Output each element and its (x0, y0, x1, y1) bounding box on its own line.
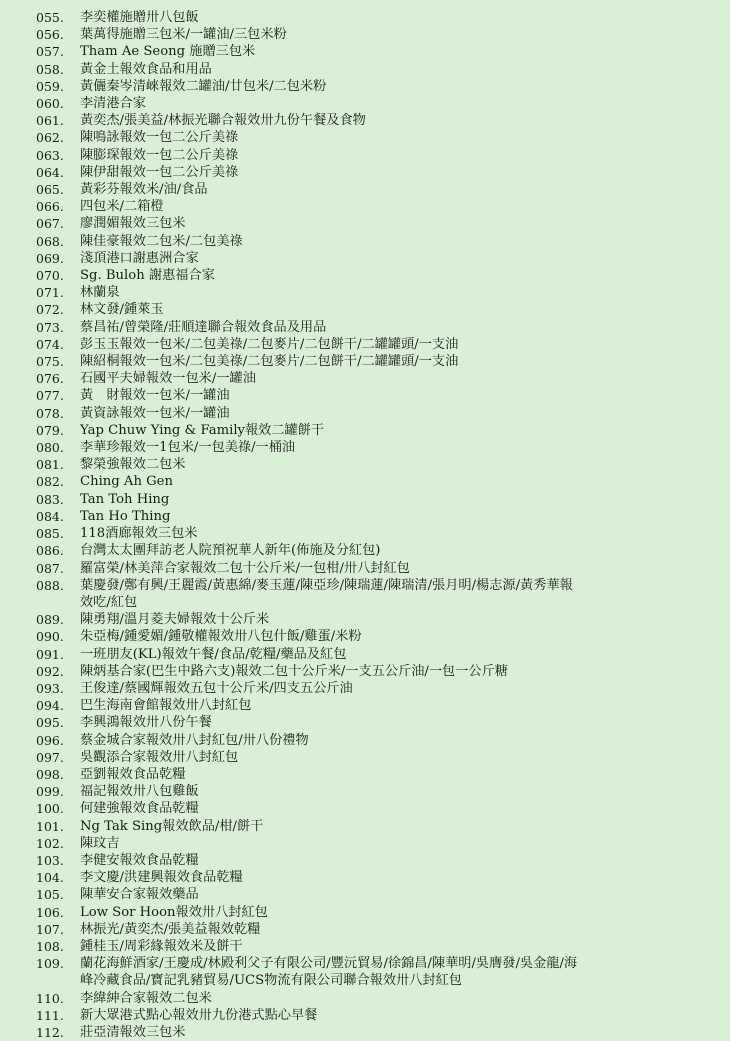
entry-text: 廖潤媚報效三包米 (80, 216, 186, 232)
entry-number: 098. (36, 766, 64, 782)
list-item (0, 405, 730, 422)
list-item (0, 680, 730, 697)
entry-number: 073. (36, 319, 64, 335)
list-item (0, 525, 730, 542)
entry-number: 087. (36, 560, 64, 576)
entry-number: 056. (36, 27, 64, 43)
entry-number: 070. (36, 268, 64, 284)
list-item (0, 26, 730, 43)
entry-number: 076. (36, 371, 64, 387)
entry-number: 074. (36, 336, 64, 352)
list-item (0, 336, 730, 353)
entry-number: 097. (36, 749, 64, 765)
entry-text: 黃資詠報效一包米/一罐油 (80, 405, 230, 421)
entry-number: 060. (36, 96, 64, 112)
list-item (0, 508, 730, 525)
entry-text: 李緯紳合家報效二包米 (80, 990, 212, 1006)
list-item (0, 749, 730, 766)
list-item (0, 800, 730, 817)
entry-text: 陳紹桐報效一包米/二包美祿/二包麥片/二包餅干/二罐罐頭/一支油 (80, 354, 459, 370)
list-item (0, 215, 730, 232)
entry-text: 李華珍報效一1包米/一包美祿/一桶油 (80, 440, 296, 456)
entry-number: 094. (36, 698, 64, 714)
list-item (0, 783, 730, 800)
entry-text: 何建強報效食品乾糧 (80, 801, 199, 817)
entry-text: 葉慶發/鄭有興/王麗霞/黃惠綿/麥玉蓮/陳亞珍/陳瑞蓮/陳瑞清/張月明/楊志源/黃秀華報效吃/紅包 (80, 577, 573, 610)
list-item (0, 319, 730, 336)
entry-text: Yap Chuw Ying & Family報效二罐餅干 (80, 422, 325, 438)
entry-text: 莊亞清報效三包米 (80, 1024, 186, 1040)
list-item (0, 1007, 730, 1024)
entry-number: 062. (36, 130, 64, 146)
list-item (0, 147, 730, 164)
entry-number: 093. (36, 680, 64, 696)
list-item (0, 938, 730, 955)
list-item (0, 697, 730, 714)
list-item (0, 560, 730, 577)
entry-text: 陳佳豪報效二包米/二包美祿 (80, 233, 243, 249)
list-item (0, 439, 730, 456)
list-item (0, 456, 730, 473)
entry-text: 彭玉玉報效一包米/二包美祿/二包麥片/二包餅干/二罐罐頭/一支油 (80, 336, 459, 352)
entry-number: 104. (36, 870, 64, 886)
list-item (0, 542, 730, 559)
entry-text: 陳伊甜報效一包二公斤美祿 (80, 164, 239, 180)
entry-text: Ng Tak Sing報效飲品/柑/餅干 (80, 818, 264, 834)
entry-text: 福記報效卅八包雞飯 (80, 784, 199, 800)
entry-text: 118酒廊報效三包米 (80, 526, 198, 542)
entry-number: 057. (36, 44, 64, 60)
entry-text: Tham Ae Seong 施贈三包米 (80, 44, 256, 60)
entry-text: Sg. Buloh 謝惠福合家 (80, 268, 215, 284)
list-item (0, 250, 730, 267)
list-item (0, 129, 730, 146)
entry-text: 吳觀添合家報效卅八封紅包 (80, 749, 239, 765)
entry-text: 淺頂港口謝惠洲合家 (80, 250, 199, 266)
list-item (0, 61, 730, 78)
entry-text: 黃彩芬報效米/油/食品 (80, 182, 208, 198)
list-item (0, 422, 730, 439)
list-item (0, 577, 580, 611)
list-item (0, 181, 730, 198)
entry-text: 亞劉報效食品乾糧 (80, 766, 186, 782)
entry-number: 090. (36, 629, 64, 645)
entry-number: 063. (36, 147, 64, 163)
list-item (0, 732, 730, 749)
list-item (0, 78, 730, 95)
entry-text: 林蘭泉 (80, 285, 120, 301)
entry-text: Low Sor Hoon報效卅八封紅包 (80, 904, 268, 920)
entry-text: 蔡昌祐/曾榮隆/莊順達聯合報效食品及用品 (80, 319, 327, 335)
entry-number: 100. (36, 801, 64, 817)
list-item (0, 921, 730, 938)
list-item (0, 869, 730, 886)
entry-number: 079. (36, 422, 64, 438)
list-item (0, 714, 730, 731)
entry-text: 蘭花海鮮酒家/王慶成/林殿利父子有限公司/豐沅貿易/徐錦昌/陳華明/吳膺發/吳金龍/海峰冷藏食品/寶記乳豬貿易/UCS物流有限公司聯合報效卅八封紅包 (80, 956, 578, 989)
list-item (0, 353, 730, 370)
entry-text: 葉萬得施贈三包米/一罐油/三包米粉 (80, 27, 287, 43)
entry-text: 林振光/黃奕杰/張美益報效乾糧 (80, 921, 261, 937)
entry-number: 072. (36, 302, 64, 318)
entry-number: 055. (36, 10, 64, 25)
entry-number: 099. (36, 784, 64, 800)
entry-number: 109. (36, 956, 64, 972)
entry-number: 095. (36, 715, 64, 731)
entry-text: 李清港合家 (80, 96, 146, 112)
entry-text: 台灣太太團拜訪老人院預祝華人新年(佈施及分紅包) (80, 543, 381, 559)
list-item (0, 198, 730, 215)
entry-number: 110. (36, 990, 64, 1006)
entry-text: 李奕權施贈卅八包飯 (80, 10, 199, 25)
entry-text: 陳膨琛報效一包二公斤美祿 (80, 147, 239, 163)
entry-text: 巴生海南會館報效卅八封紅包 (80, 698, 252, 714)
list-item (0, 835, 730, 852)
list-item (0, 818, 730, 835)
list-item (0, 491, 730, 508)
list-item (0, 267, 730, 284)
entry-number: 086. (36, 543, 64, 559)
entry-text: Tan Toh Hing (80, 491, 170, 507)
list-item (0, 852, 730, 869)
list-item (0, 1024, 730, 1041)
list-item (0, 9, 730, 26)
entry-text: 王俊達/蔡國輝報效五包十公斤米/四支五公斤油 (80, 680, 353, 696)
list-item (0, 95, 730, 112)
list-item (0, 611, 730, 628)
entry-number: 061. (36, 113, 64, 129)
entry-number: 065. (36, 182, 64, 198)
entry-number: 077. (36, 388, 64, 404)
entry-number: 071. (36, 285, 64, 301)
entry-text: 黃金土報效食品和用品 (80, 61, 212, 77)
entry-number: 081. (36, 457, 64, 473)
entry-number: 101. (36, 818, 64, 834)
entry-number: 083. (36, 491, 64, 507)
entry-text: 黃奕杰/張美益/林振光聯合報效卅九份午餐及食物 (80, 113, 366, 129)
entry-text: 朱亞梅/鍾愛媚/鍾敬權報效卅八包什飯/雞蛋/米粉 (80, 629, 362, 645)
entry-text: Tan Ho Thing (80, 508, 171, 524)
entry-number: 075. (36, 354, 64, 370)
entry-text: 新大眾港式點心報效卅九份港式點心早餐 (80, 1007, 318, 1023)
entry-text: 石國平夫婦報效一包米/一罐油 (80, 371, 256, 387)
entry-text: 黎榮強報效二包米 (80, 457, 186, 473)
list-item (0, 628, 730, 645)
entry-text: 羅富榮/林美萍合家報效二包十公斤米/一包柑/卅八封紅包 (80, 560, 410, 576)
entry-text: 李文慶/洪建興報效食品乾糧 (80, 870, 243, 886)
entry-number: 091. (36, 646, 64, 662)
list-item (0, 886, 730, 903)
list-item (0, 233, 730, 250)
donation-list (0, 9, 730, 1041)
entry-text: 黃儷秦岑清崍報效二罐油/廿包米/二包米粉 (80, 78, 327, 94)
entry-text: Ching Ah Gen (80, 474, 173, 490)
entry-number: 103. (36, 852, 64, 868)
entry-number: 107. (36, 921, 64, 937)
entry-text: 黃 財報效一包米/一罐油 (80, 388, 230, 404)
list-item (0, 904, 730, 921)
entry-number: 080. (36, 440, 64, 456)
entry-text: 陳玟吉 (80, 835, 120, 851)
entry-text: 陳勇翔/溫月菱夫婦報效十公斤米 (80, 612, 270, 628)
entry-text: 蔡金城合家報效卅八封紅包/卅八份禮物 (80, 732, 309, 748)
entry-number: 096. (36, 732, 64, 748)
entry-text: 四包米/二箱橙 (80, 199, 164, 215)
list-item (0, 284, 730, 301)
list-item (0, 663, 730, 680)
entry-number: 082. (36, 474, 64, 490)
entry-text: 陳炳基合家(巴生中路六支)報效二包十公斤米/一支五公斤油/一包一公斤糖 (80, 663, 508, 679)
list-item (0, 646, 730, 663)
entry-number: 102. (36, 835, 64, 851)
entry-number: 112. (36, 1024, 64, 1040)
entry-number: 068. (36, 233, 64, 249)
entry-number: 084. (36, 508, 64, 524)
entry-text: 李健安報效食品乾糧 (80, 852, 199, 868)
list-item (0, 766, 730, 783)
entry-number: 059. (36, 78, 64, 94)
list-item (0, 370, 730, 387)
list-item (0, 43, 730, 60)
list-item (0, 301, 730, 318)
entry-text: 李興鴻報效卅八份午餐 (80, 715, 212, 731)
entry-number: 066. (36, 199, 64, 215)
entry-number: 058. (36, 61, 64, 77)
list-item (0, 990, 730, 1007)
entry-number: 085. (36, 526, 64, 542)
list-item (0, 387, 730, 404)
entry-number: 088. (36, 577, 64, 593)
entry-text: 林文發/鍾萊玉 (80, 302, 164, 318)
entry-number: 078. (36, 405, 64, 421)
entry-number: 111. (36, 1007, 64, 1023)
entry-number: 067. (36, 216, 64, 232)
entry-text: 陳華安合家報效藥品 (80, 887, 199, 903)
entry-number: 069. (36, 250, 64, 266)
entry-number: 089. (36, 612, 64, 628)
list-item (0, 955, 580, 989)
entry-number: 106. (36, 904, 64, 920)
list-item (0, 164, 730, 181)
list-item (0, 473, 730, 490)
list-item (0, 112, 730, 129)
entry-number: 108. (36, 938, 64, 954)
entry-number: 092. (36, 663, 64, 679)
entry-text: 一班朋友(KL)報效午餐/食品/乾糧/藥品及紅包 (80, 646, 347, 662)
entry-number: 064. (36, 164, 64, 180)
entry-number: 105. (36, 887, 64, 903)
entry-text: 陳鳴詠報效一包二公斤美祿 (80, 130, 239, 146)
entry-text: 鍾桂玉/周彩緣報效米及餅干 (80, 938, 243, 954)
